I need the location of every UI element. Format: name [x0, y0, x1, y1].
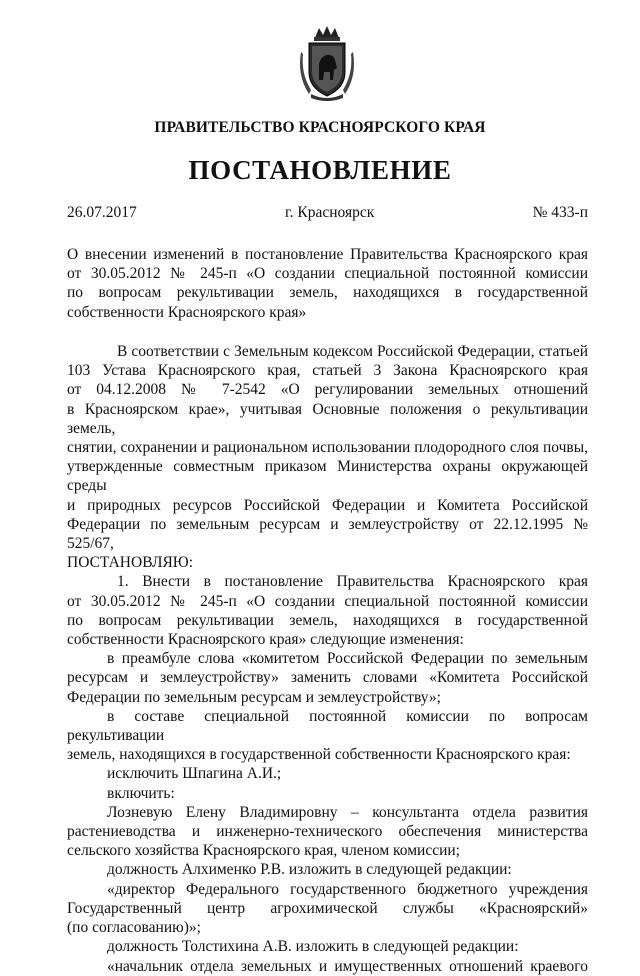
body-line: 103 Устава Красноярского края, статьей 3 Закона Красноярского края	[67, 362, 588, 380]
body-line: по вопросам рекультивации земель, находящихся в государственной	[67, 611, 588, 629]
body-line: должность Толстихина А.В. изложить в следующей редакции:	[107, 938, 519, 956]
coat-of-arms-icon	[299, 24, 355, 102]
subject-line: от 30.05.2012 № 245-п «О создании специальной постоянной комиссии	[67, 265, 588, 283]
body-line: «начальник отдела земельных и имущественных отношений краевого	[107, 957, 588, 975]
body-line: «директор Федерального государственного бюджетного учреждения	[107, 880, 588, 898]
body-line: собственности Красноярского края» следующие изменения:	[67, 631, 464, 649]
body-line: сельского хозяйства Красноярского края, членом комиссии;	[67, 842, 460, 860]
body-line: ПОСТАНОВЛЯЮ:	[67, 554, 194, 572]
body-line: растениеводства и инженерно-технического обеспечения министерства	[67, 823, 588, 841]
document-city: г. Красноярск	[285, 204, 375, 221]
subject-line: О внесении изменений в постановление Правительства Красноярского края	[67, 246, 588, 263]
body-line: и природных ресурсов Российской Федерации и Комитета Российской	[67, 496, 588, 514]
body-line: в преамбуле слова «комитетом Российской Федерации по земельным	[107, 650, 588, 668]
body-line: включить:	[107, 784, 175, 802]
body-line: в составе специальной постоянной комиссии по вопросам рекультивации	[67, 707, 588, 745]
subject-line: по вопросам рекультивации земель, находящихся в государственной	[67, 284, 588, 302]
body-line: в Красноярском крае», учитывая Основные положения о рекультивации земель,	[67, 400, 588, 437]
subject-line: собственности Красноярского края»	[67, 303, 307, 321]
document-number: № 433-п	[532, 204, 588, 221]
government-name: ПРАВИТЕЛЬСТВО КРАСНОЯРСКОГО КРАЯ	[154, 119, 486, 136]
body-line: снятии, сохранении и рациональном использовании плодородного слоя почвы,	[67, 439, 588, 457]
body-line: Федерации по земельным ресурсам и землеустройству от 22.12.1995 № 525/67,	[67, 515, 588, 553]
document-body	[67, 342, 588, 976]
body-line: от 04.12.2008 № 7-2542 «О регулировании земельных отношений	[67, 381, 588, 399]
body-line: земель, находящихся в государственной собственности Красноярского края:	[67, 746, 571, 764]
body-line: ресурсам и землеустройству» заменить словами «Комитета Российской	[67, 669, 588, 687]
document-date: 26.07.2017	[67, 204, 137, 221]
body-line: Федерации по земельным ресурсам и землеустройству»;	[67, 688, 441, 706]
body-line: должность Алхименко Р.В. изложить в следующей редакции:	[107, 861, 512, 879]
body-line: В соответствии с Земельным кодексом Российской Федерации, статьей	[117, 343, 588, 360]
body-line: 1. Внести в постановление Правительства Красноярского края	[117, 573, 588, 591]
document-type-title: ПОСТАНОВЛЕНИЕ	[188, 155, 452, 185]
body-line: исключить Шпагина А.И.;	[107, 765, 282, 783]
document-subject	[67, 245, 588, 322]
body-line: Государственный центр агрохимической службы «Красноярский»	[67, 899, 588, 917]
body-line: от 30.05.2012 № 245-п «О создании специальной постоянной комиссии	[67, 592, 588, 610]
body-line: (по согласованию)»;	[67, 919, 201, 937]
body-line: утвержденные совместным приказом Министерства охраны окружающей среды	[67, 458, 588, 495]
body-line: Лозневую Елену Владимировну – консультанта отдела развития	[107, 803, 588, 821]
